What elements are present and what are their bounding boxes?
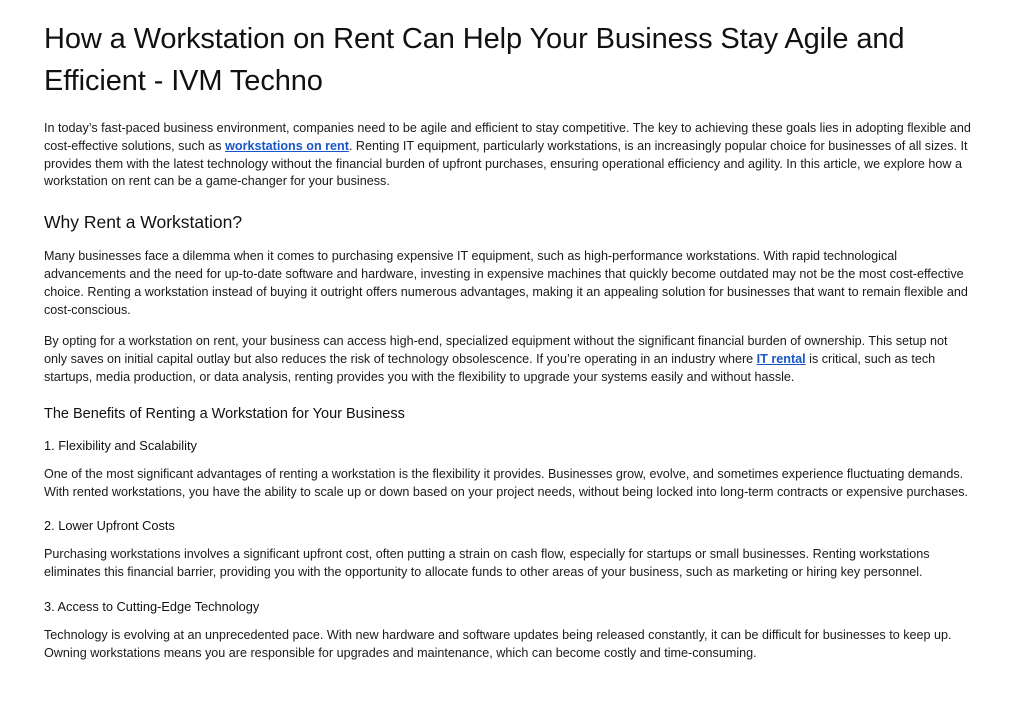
workstations-on-rent-link[interactable]: workstations on rent [225,138,349,153]
benefit-3-paragraph: Technology is evolving at an unprecedented pace. With new hardware and software updates being released constantly, it can be difficult for businesses to keep up. Owning workstations means you are responsible for upgrades and maintenance, which can become costly and time-consuming. [44,627,952,660]
intro-text-start: In today’s fast-paced business environment, companies need to be agile and efficient to stay competitive. The key to achieving these goals lies in adopting flexible and cost-effective solutions, such as [44,121,971,153]
benefit-3-heading: 3. Access to Cutting-Edge Technology [44,598,260,614]
benefits-heading: The Benefits of Renting a Workstation for Your Business [44,405,405,422]
why-rent-paragraph-2 [44,333,974,386]
why-p2-text-end: is critical, such as tech startups, media production, or data analysis, renting provides you with the flexibility to upgrade your systems easily and without hassle. [44,352,936,384]
benefit-1-heading: 1. Flexibility and Scalability [44,437,197,453]
page-title: How a Workstation on Rent Can Help Your Business Stay Agile and Efficient - IVM Techno [44,23,905,97]
why-p2-text-start: By opting for a workstation on rent, your business can access high-end, specialized equipment without the significant financial burden of ownership. This setup not only saves on initial capital outlay but also reduces the risk of technology obsolescence. If you’re operating in an industry where [44,334,948,367]
intro-text-end: . Renting IT equipment, particularly workstations, is an increasingly popular choice for businesses of all sizes. It provides them with the latest technology without the financial burden of upfront purchases, ensuring operational efficiency and agility. In this article, we explore how a workstation on rent can be a game-changer for your business. [44,138,968,189]
it-rental-link[interactable]: IT rental [756,352,806,367]
article [44,18,974,663]
why-rent-heading: Why Rent a Workstation? [44,212,243,233]
benefit-2-heading: 2. Lower Upfront Costs [44,518,175,534]
benefit-1-paragraph: One of the most significant advantages of renting a workstation is the flexibility it provides. Businesses grow, evolve, and sometimes experience fluctuating demands. With rented workstations, you have the ability to scale up or down based on your project needs, without being locked into long-term contracts or expensive purchases. [44,466,969,499]
benefit-2-paragraph: Purchasing workstations involves a significant upfront cost, often putting a strain on cash flow, especially for startups or small businesses. Renting workstations eliminates this financial barrier, providing you with the opportunity to allocate funds to other areas of your business, such as marketing or hiring key personnel. [44,547,930,580]
why-rent-paragraph-1: Many businesses face a dilemma when it comes to purchasing expensive IT equipment, such as high-performance workstations. With rapid technological advancements and the need for up-to-date software and hardware, investing in expensive machines that quickly become outdated may not be the most cost-effective choice. Renting a workstation instead of buying it outright offers numerous advantages, making it an appealing solution for businesses that want to remain flexible and cost-conscious. [44,249,968,317]
intro-paragraph [44,120,974,191]
